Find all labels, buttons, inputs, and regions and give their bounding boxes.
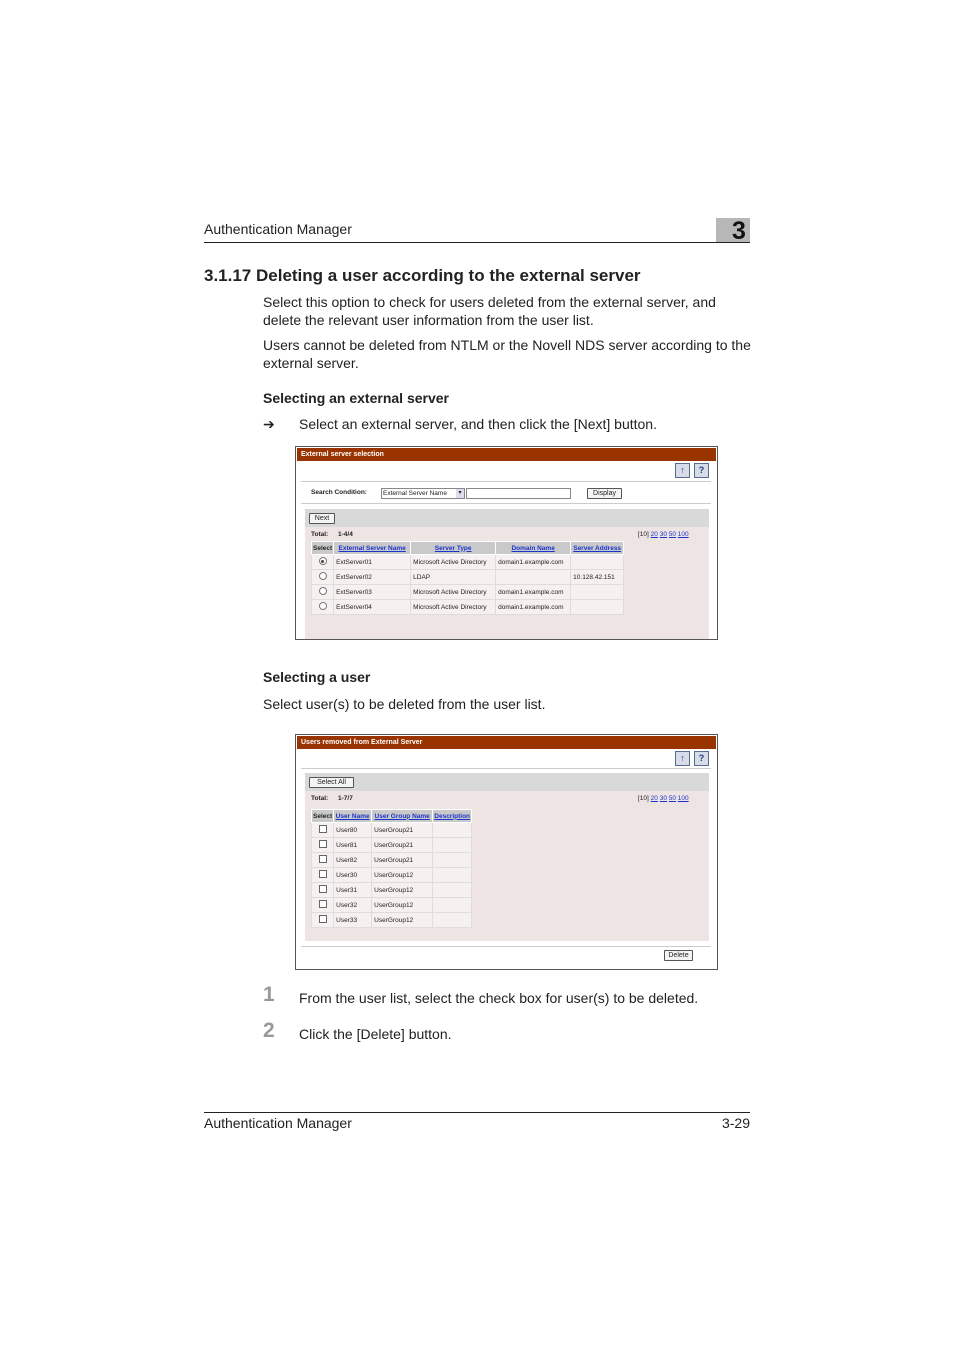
divider — [301, 503, 711, 504]
table-row — [312, 570, 624, 585]
user-checkbox[interactable] — [319, 855, 327, 863]
help-icon[interactable]: ? — [694, 463, 709, 478]
server-name: ExtServer01 — [334, 555, 411, 570]
up-arrow-icon[interactable]: ↑ — [675, 463, 690, 478]
search-condition-select[interactable] — [381, 488, 465, 499]
page-size-current: [10] — [638, 795, 649, 802]
user-description — [433, 883, 472, 898]
table-row — [312, 600, 624, 615]
page-number: 3-29 — [721, 1115, 750, 1131]
user-name: User80 — [334, 823, 372, 838]
header-rule — [204, 242, 750, 243]
total-label: Total: — [311, 531, 329, 538]
user-description — [433, 838, 472, 853]
server-address: 10.128.42.151 — [571, 570, 624, 585]
delete-button[interactable]: Delete — [664, 950, 693, 961]
user-description — [433, 913, 472, 928]
display-button[interactable]: Display — [587, 488, 622, 499]
up-arrow-icon[interactable]: ↑ — [675, 751, 690, 766]
server-type: Microsoft Active Directory — [411, 600, 496, 615]
select-all-button[interactable]: Select All — [309, 777, 354, 788]
step-text: From the user list, select the check box for user(s) to be deleted. — [299, 990, 699, 1006]
user-name: User31 — [334, 883, 372, 898]
server-radio[interactable] — [319, 602, 327, 610]
user-group: UserGroup21 — [372, 823, 433, 838]
page-size-link[interactable]: 100 — [677, 531, 689, 538]
user-table — [311, 809, 472, 928]
server-type: LDAP — [411, 570, 496, 585]
server-type: Microsoft Active Directory — [411, 555, 496, 570]
user-description — [433, 868, 472, 883]
page-size-link[interactable]: 30 — [659, 795, 667, 802]
action-band — [305, 773, 709, 791]
action-band — [305, 509, 709, 527]
server-type: Microsoft Active Directory — [411, 585, 496, 600]
table-row — [312, 898, 472, 913]
user-group: UserGroup21 — [372, 853, 433, 868]
page-size-selector — [638, 531, 689, 538]
user-group: UserGroup12 — [372, 883, 433, 898]
server-name: ExtServer03 — [334, 585, 411, 600]
user-group: UserGroup12 — [372, 868, 433, 883]
select-value: External Server Name — [383, 490, 447, 497]
page-size-link[interactable]: 20 — [650, 795, 658, 802]
divider — [301, 768, 711, 769]
table-row — [312, 913, 472, 928]
user-name: User30 — [334, 868, 372, 883]
chapter-number: 3 — [732, 217, 746, 245]
total-value: 1-7/7 — [338, 795, 353, 802]
server-address — [571, 585, 624, 600]
server-name: ExtServer02 — [334, 570, 411, 585]
user-name: User81 — [334, 838, 372, 853]
table-row — [312, 868, 472, 883]
table-row — [312, 838, 472, 853]
footer-rule — [204, 1112, 750, 1113]
user-checkbox[interactable] — [319, 885, 327, 893]
table-row — [312, 823, 472, 838]
col-user-group-name[interactable]: User Group Name — [372, 810, 433, 823]
server-radio[interactable] — [319, 557, 327, 565]
arrow-icon: ➔ — [263, 416, 275, 432]
user-name: User32 — [334, 898, 372, 913]
user-name: User82 — [334, 853, 372, 868]
col-server-name[interactable]: External Server Name — [334, 542, 411, 555]
user-group: UserGroup21 — [372, 838, 433, 853]
step-number: 2 — [263, 1019, 275, 1042]
next-button[interactable]: Next — [309, 513, 335, 524]
domain-name — [496, 570, 571, 585]
page-size-link[interactable]: 20 — [650, 531, 658, 538]
domain-name: domain1.example.com — [496, 585, 571, 600]
server-radio[interactable] — [319, 587, 327, 595]
user-description — [433, 853, 472, 868]
user-description — [433, 898, 472, 913]
col-domain-name[interactable]: Domain Name — [496, 542, 571, 555]
total-label: Total: — [311, 795, 329, 802]
page-size-current: [10] — [638, 531, 649, 538]
server-selection-panel — [295, 446, 718, 640]
users-removed-panel — [295, 734, 718, 970]
user-group: UserGroup12 — [372, 898, 433, 913]
col-user-name[interactable]: User Name — [334, 810, 372, 823]
page-size-link[interactable]: 30 — [659, 531, 667, 538]
table-row — [312, 585, 624, 600]
domain-name: domain1.example.com — [496, 600, 571, 615]
panel-title: External server selection — [297, 448, 716, 461]
subheading-user: Selecting a user — [263, 669, 371, 685]
server-instruction: Select an external server, and then click the [Next] button. — [299, 416, 657, 432]
running-header: Authentication Manager — [204, 221, 352, 237]
chevron-down-icon: ▾ — [456, 489, 464, 498]
note-paragraph: Users cannot be deleted from NTLM or the Novell NDS server according to the external server. — [263, 337, 751, 371]
col-select: Select — [312, 810, 334, 823]
search-condition-label: Search Condition: — [311, 489, 367, 496]
subheading-server: Selecting an external server — [263, 390, 449, 406]
user-checkbox[interactable] — [319, 915, 327, 923]
server-address — [571, 555, 624, 570]
server-name: ExtServer04 — [334, 600, 411, 615]
user-checkbox[interactable] — [319, 900, 327, 908]
step-text: Click the [Delete] button. — [299, 1026, 452, 1042]
running-footer: Authentication Manager — [204, 1115, 352, 1131]
server-address — [571, 600, 624, 615]
col-description[interactable]: Description — [433, 810, 472, 823]
panel-title: Users removed from External Server — [297, 736, 716, 749]
server-radio[interactable] — [319, 572, 327, 580]
page-size-selector — [638, 795, 689, 802]
page-size-link[interactable]: 50 — [668, 531, 676, 538]
step-number: 1 — [263, 983, 275, 1006]
table-row — [312, 555, 624, 570]
table-row — [312, 883, 472, 898]
table-row — [312, 853, 472, 868]
user-instruction: Select user(s) to be deleted from the user list. — [263, 696, 546, 712]
search-input[interactable] — [466, 488, 571, 499]
domain-name: domain1.example.com — [496, 555, 571, 570]
intro-paragraph: Select this option to check for users deleted from the external server, and delete the relevant user information from the user list. — [263, 294, 716, 328]
user-description — [433, 823, 472, 838]
page-size-link[interactable]: 100 — [677, 795, 689, 802]
user-name: User33 — [334, 913, 372, 928]
user-checkbox[interactable] — [319, 825, 327, 833]
total-value: 1-4/4 — [338, 531, 353, 538]
col-server-type[interactable]: Server Type — [411, 542, 496, 555]
help-icon[interactable]: ? — [694, 751, 709, 766]
server-table — [311, 541, 624, 615]
page-size-link[interactable]: 50 — [668, 795, 676, 802]
user-checkbox[interactable] — [319, 870, 327, 878]
divider — [301, 481, 711, 482]
section-title: 3.1.17 Deleting a user according to the external server — [204, 266, 641, 285]
user-checkbox[interactable] — [319, 840, 327, 848]
col-select: Select — [312, 542, 334, 555]
user-group: UserGroup12 — [372, 913, 433, 928]
col-server-address[interactable]: Server Address — [571, 542, 624, 555]
divider — [301, 946, 711, 947]
